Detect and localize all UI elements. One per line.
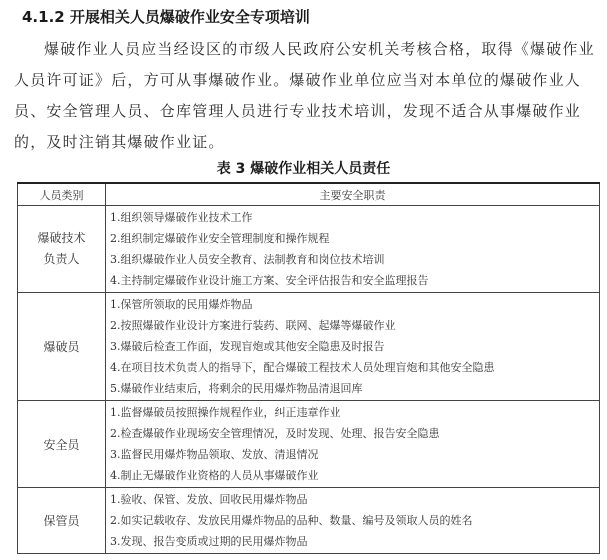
duty-item: 4.主持制定爆破作业设计施工方案、安全评估报告和安全监理报告 [110, 274, 429, 287]
table-row [18, 206, 600, 293]
duties-cell [106, 206, 600, 293]
header-role: 人员类别 [18, 183, 106, 206]
section-heading: 4.1.2 开展相关人员爆破作业安全专项培训 [22, 8, 310, 26]
responsibility-table [17, 182, 600, 554]
duty-item: 4.制止无爆破作业资格的人员从事爆破作业 [110, 469, 319, 482]
duty-item: 1.监督爆破员按照操作规程作业，纠正违章作业 [110, 406, 341, 419]
table-row [18, 401, 600, 488]
role-cell: 安全员 [18, 401, 106, 488]
duty-item: 2.组织制定爆破作业安全管理制度和操作规程 [110, 232, 330, 245]
table-header-row [18, 183, 600, 206]
duty-item: 5.爆破作业结束后，将剩余的民用爆炸物品清退回库 [110, 382, 363, 395]
duties-cell [106, 488, 600, 554]
duty-item: 2.检查爆破作业现场安全管理情况，及时发现、处理、报告安全隐患 [110, 427, 440, 440]
header-duties: 主要安全职责 [106, 183, 600, 206]
role-label: 爆破技术负责人 [37, 231, 86, 266]
table-row [18, 293, 600, 401]
duty-item: 3.爆破后检查工作面，发现盲炮或其他安全隐患及时报告 [110, 340, 385, 353]
duties-cell [106, 293, 600, 401]
role-cell: 保管员 [18, 488, 106, 554]
duty-item: 4.在项目技术负责人的指导下，配合爆破工程技术人员处理盲炮和其他安全隐患 [110, 361, 495, 374]
duty-item: 1.保管所领取的民用爆炸物品 [110, 298, 253, 311]
duty-item: 3.监督民用爆炸物品领取、发放、清退情况 [110, 448, 319, 461]
duty-item: 2.按照爆破作业设计方案进行装药、联网、起爆等爆破作业 [110, 319, 396, 332]
duty-item: 3.组织爆破作业人员安全教育、法制教育和岗位技术培训 [110, 253, 385, 266]
role-cell [18, 206, 106, 293]
duty-item: 1.组织领导爆破作业技术工作 [110, 211, 253, 224]
table-row [18, 488, 600, 554]
body-paragraph: 爆破作业人员应当经设区的市级人民政府公安机关考核合格，取得《爆破作业人员许可证》后，方可从事爆破作业。爆破作业单位应当对本单位的爆破作业人员、安全管理人员、仓库管理人员进行专业技术培训，发现不适合从事爆破作业的，及时注销其爆破作业证。 [14, 40, 595, 151]
duty-item: 3.发现、报告变质或过期的民用爆炸物品 [110, 535, 308, 548]
table-caption: 表 3 爆破作业相关人员责任 [216, 161, 391, 177]
duty-item: 1.验收、保管、发放、回收民用爆炸物品 [110, 493, 308, 506]
duties-cell [106, 401, 600, 488]
duty-item: 2.如实记载收存、发放民用爆炸物品的品种、数量、编号及领取人员的姓名 [110, 514, 473, 527]
role-cell: 爆破员 [18, 293, 106, 401]
